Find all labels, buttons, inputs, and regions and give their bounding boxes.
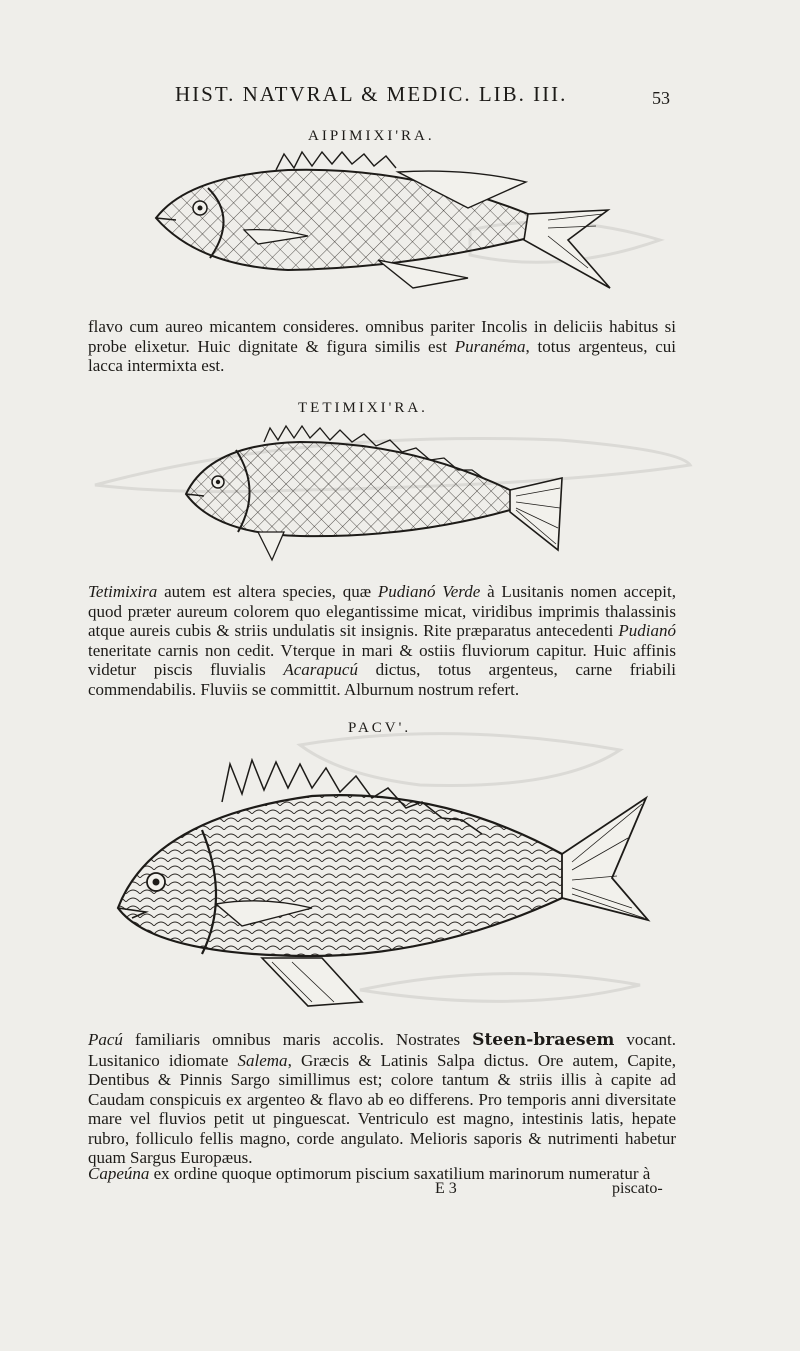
paragraph-capeuna: Capeúna ex ordine quoque optimorum piscium saxatilium marinorum numeratur à	[88, 1164, 651, 1183]
pacu-woodcut	[112, 758, 654, 1014]
fish-title-tetimixira: TETIMIXI'RA.	[298, 400, 428, 416]
catchword: piscato-	[612, 1180, 663, 1197]
running-head: HIST. NATVRAL & MEDIC. LIB. III.	[175, 82, 568, 106]
tetimixira-woodcut	[180, 420, 570, 565]
paragraph-puranema: flavo cum aureo micantem consideres. omnibus pariter Incolis in deliciis habitus si probe elixetur. Huic dignitate & figura similis est Puranéma, totus argenteus, cui lacca intermixta est.	[88, 317, 676, 375]
signature-mark: E 3	[435, 1180, 457, 1197]
paragraph-tetimixira: Tetimixira autem est altera species, quæ Pudianó Verde à Lusitanis nomen accepit, quod præter aureum colorem quo elegantissime micat, viridibus imprimis thalassinis atque aureis cubis & striis undulatis sit insignis. Rite præparatus antecedenti Pudianó teneritate carnis non cedit. Vterque in mari & ostiis fluviorum capitur. Huic affinis videtur piscis fluvialis Acarapucú dictus, totus argenteus, carne friabili commendabilis. Fluviis se committit. Alburnum nostrum refert.	[88, 582, 676, 699]
fish-title-pacu: PACV'.	[348, 720, 412, 736]
fish-title-aipimixira: AIPIMIXI'RA.	[308, 128, 435, 144]
paragraph-pacu: Pacú familiaris omnibus maris accolis. Nostrates Steen-braesem vocant. Lusitanico idiomate Salema, Græcis & Latinis Salpa dictus. Ore autem, Capite, Dentibus & Pinnis Sargo simillimus est; colore tantum & striis illis à capite ad Caudam conspicuis ex argenteo & flavo ab eo differens. Pro temporis anni diversitate mare vel fluvios petit ut pinguescat. Ventriculo est magno, intestinis latis, hepate rubro, folliculo fellis magno, corde angulato. Melioris saporis & nutrimenti habetur quam Sargus Europæus.	[88, 1030, 676, 1167]
aipimixira-woodcut	[148, 148, 618, 298]
page-number: 53	[652, 88, 670, 108]
